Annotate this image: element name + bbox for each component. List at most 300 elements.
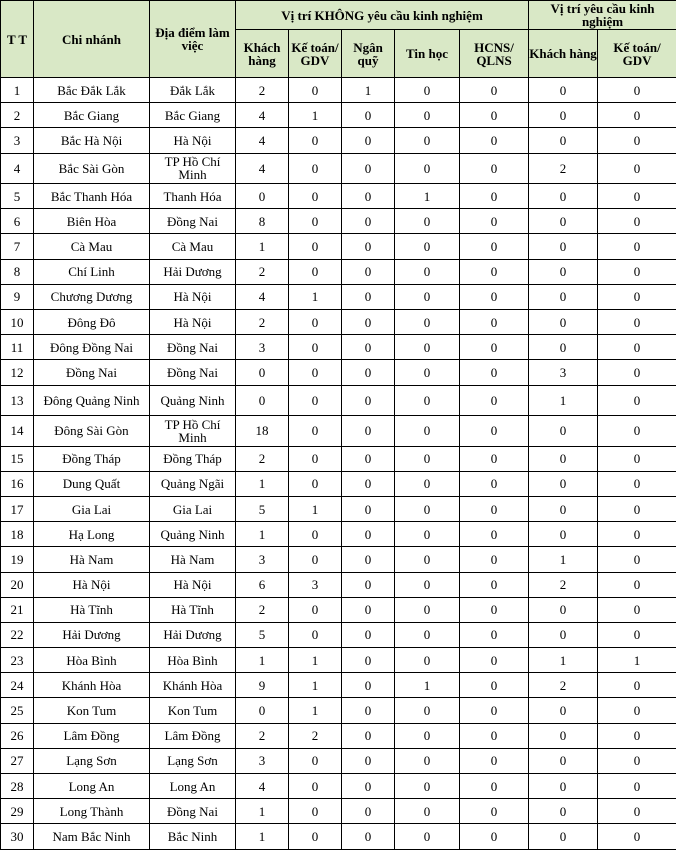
row-branch-cell: Bắc Sài Gòn [34,153,150,184]
row-tt-cell: 21 [1,597,34,622]
row-value-cell: 0 [289,128,342,153]
row-value-cell: 0 [395,128,460,153]
row-branch-cell: Đông Đồng Nai [34,335,150,360]
row-value-cell: 0 [529,416,598,447]
row-tt-cell: 1 [1,78,34,103]
header-no-exp-hr: HCNS/ QLNS [460,30,529,78]
row-branch-cell: Nam Bắc Ninh [34,824,150,849]
row-value-cell: 1 [598,648,676,673]
row-branch-cell: Bắc Thanh Hóa [34,184,150,209]
row-value-cell: 0 [460,673,529,698]
row-location-cell: Hà Nội [150,310,236,335]
row-tt-cell: 8 [1,259,34,284]
row-tt-cell: 14 [1,416,34,447]
row-value-cell: 0 [395,547,460,572]
row-branch-cell: Đông Quảng Ninh [34,385,150,416]
table-row [1,360,676,385]
row-branch-cell: Đồng Nai [34,360,150,385]
row-value-cell: 0 [395,522,460,547]
row-value-cell: 0 [598,673,676,698]
row-value-cell: 0 [460,547,529,572]
table-row [1,446,676,471]
table-row [1,209,676,234]
row-value-cell: 4 [236,128,289,153]
table-row [1,128,676,153]
row-branch-cell: Bắc Hà Nội [34,128,150,153]
row-location-cell: TP Hồ Chí Minh [150,416,236,447]
table-row [1,572,676,597]
row-value-cell: 0 [598,572,676,597]
row-value-cell: 0 [395,723,460,748]
row-branch-cell: Hà Nội [34,572,150,597]
row-value-cell: 0 [395,234,460,259]
table-row [1,748,676,773]
row-value-cell: 18 [236,416,289,447]
row-value-cell: 0 [342,698,395,723]
row-value-cell: 0 [289,471,342,496]
row-value-cell: 4 [236,103,289,128]
row-value-cell: 0 [460,360,529,385]
row-value-cell: 2 [529,572,598,597]
row-location-cell: Đồng Nai [150,335,236,360]
row-value-cell: 0 [529,209,598,234]
table-row [1,78,676,103]
row-value-cell: 0 [460,416,529,447]
row-value-cell: 0 [460,385,529,416]
row-value-cell: 0 [289,824,342,849]
row-branch-cell: Đông Đô [34,310,150,335]
row-value-cell: 0 [289,522,342,547]
row-value-cell: 1 [289,648,342,673]
table-row [1,385,676,416]
row-value-cell: 1 [236,234,289,259]
row-value-cell: 3 [529,360,598,385]
header-location: Địa điểm làm việc [150,1,236,78]
row-value-cell: 1 [529,547,598,572]
row-value-cell: 1 [395,673,460,698]
table-row [1,698,676,723]
row-value-cell: 0 [529,723,598,748]
table-row [1,799,676,824]
row-value-cell: 0 [342,209,395,234]
row-value-cell: 1 [236,471,289,496]
table-row [1,153,676,184]
row-value-cell: 0 [395,698,460,723]
row-value-cell: 2 [236,597,289,622]
row-tt-cell: 26 [1,723,34,748]
row-value-cell: 0 [460,184,529,209]
row-branch-cell: Biên Hòa [34,209,150,234]
row-value-cell: 0 [289,597,342,622]
row-tt-cell: 10 [1,310,34,335]
row-tt-cell: 2 [1,103,34,128]
row-value-cell: 0 [598,234,676,259]
row-branch-cell: Khánh Hòa [34,673,150,698]
row-value-cell: 0 [460,209,529,234]
row-tt-cell: 28 [1,774,34,799]
row-value-cell: 1 [289,698,342,723]
row-value-cell: 0 [395,799,460,824]
row-branch-cell: Đông Sài Gòn [34,416,150,447]
row-location-cell: Đồng Nai [150,799,236,824]
table-row [1,522,676,547]
row-value-cell: 3 [236,547,289,572]
row-value-cell: 0 [289,310,342,335]
row-value-cell: 0 [289,335,342,360]
row-value-cell: 0 [598,310,676,335]
row-value-cell: 0 [598,128,676,153]
row-value-cell: 0 [395,78,460,103]
row-value-cell: 0 [342,522,395,547]
row-value-cell: 0 [342,824,395,849]
row-tt-cell: 17 [1,496,34,521]
row-value-cell: 8 [236,209,289,234]
row-value-cell: 0 [342,496,395,521]
row-value-cell: 0 [598,799,676,824]
row-tt-cell: 24 [1,673,34,698]
row-value-cell: 0 [460,496,529,521]
row-value-cell: 0 [529,335,598,360]
row-value-cell: 0 [460,103,529,128]
row-location-cell: Gia Lai [150,496,236,521]
row-value-cell: 0 [460,335,529,360]
row-location-cell: Đồng Nai [150,360,236,385]
row-value-cell: 9 [236,673,289,698]
table-row [1,648,676,673]
row-value-cell: 0 [342,153,395,184]
row-value-cell: 0 [289,385,342,416]
row-tt-cell: 27 [1,748,34,773]
row-value-cell: 0 [395,748,460,773]
row-value-cell: 3 [236,335,289,360]
row-value-cell: 0 [460,259,529,284]
row-value-cell: 0 [395,103,460,128]
table-row [1,471,676,496]
row-value-cell: 0 [460,128,529,153]
row-tt-cell: 13 [1,385,34,416]
row-value-cell: 4 [236,284,289,309]
row-branch-cell: Đồng Tháp [34,446,150,471]
row-value-cell: 0 [342,799,395,824]
row-value-cell: 0 [342,471,395,496]
row-value-cell: 2 [236,78,289,103]
row-value-cell: 2 [236,723,289,748]
row-tt-cell: 6 [1,209,34,234]
row-branch-cell: Long An [34,774,150,799]
row-branch-cell: Chương Dương [34,284,150,309]
row-value-cell: 4 [236,153,289,184]
row-value-cell: 0 [460,310,529,335]
row-tt-cell: 4 [1,153,34,184]
row-branch-cell: Hà Nam [34,547,150,572]
row-branch-cell: Hải Dương [34,622,150,647]
row-value-cell: 0 [395,824,460,849]
row-value-cell: 0 [342,446,395,471]
row-value-cell: 0 [598,153,676,184]
row-location-cell: Hải Dương [150,259,236,284]
row-value-cell: 0 [289,416,342,447]
row-location-cell: Hà Nội [150,128,236,153]
row-value-cell: 1 [529,385,598,416]
row-value-cell: 0 [598,597,676,622]
row-value-cell: 0 [395,622,460,647]
row-value-cell: 0 [529,103,598,128]
row-value-cell: 0 [529,774,598,799]
row-value-cell: 0 [460,234,529,259]
row-value-cell: 0 [598,824,676,849]
row-location-cell: Khánh Hòa [150,673,236,698]
header-branch: Chi nhánh [34,1,150,78]
row-value-cell: 0 [289,209,342,234]
table-header [1,1,676,78]
row-value-cell: 0 [529,471,598,496]
row-value-cell: 0 [598,416,676,447]
row-value-cell: 3 [289,572,342,597]
row-location-cell: TP Hồ Chí Minh [150,153,236,184]
row-value-cell: 0 [598,385,676,416]
row-value-cell: 0 [529,496,598,521]
row-value-cell: 0 [395,335,460,360]
row-value-cell: 0 [529,446,598,471]
row-value-cell: 0 [289,259,342,284]
row-value-cell: 0 [598,698,676,723]
row-value-cell: 0 [289,78,342,103]
row-value-cell: 0 [236,184,289,209]
row-value-cell: 0 [342,184,395,209]
row-value-cell: 0 [529,234,598,259]
row-location-cell: Bắc Ninh [150,824,236,849]
row-value-cell: 0 [342,572,395,597]
row-value-cell: 0 [598,103,676,128]
row-value-cell: 0 [598,335,676,360]
row-value-cell: 0 [342,723,395,748]
row-location-cell: Hà Nội [150,572,236,597]
row-value-cell: 0 [395,209,460,234]
row-tt-cell: 15 [1,446,34,471]
row-value-cell: 0 [598,547,676,572]
row-value-cell: 0 [236,698,289,723]
row-value-cell: 1 [289,496,342,521]
row-tt-cell: 9 [1,284,34,309]
row-value-cell: 0 [289,360,342,385]
row-value-cell: 0 [342,103,395,128]
row-value-cell: 0 [598,446,676,471]
row-value-cell: 0 [460,284,529,309]
row-value-cell: 0 [598,184,676,209]
table-row [1,259,676,284]
table-row [1,234,676,259]
row-value-cell: 0 [395,416,460,447]
row-location-cell: Lâm Đồng [150,723,236,748]
row-tt-cell: 7 [1,234,34,259]
row-value-cell: 0 [529,622,598,647]
row-value-cell: 0 [289,184,342,209]
row-value-cell: 2 [529,673,598,698]
table-row [1,310,676,335]
row-value-cell: 0 [395,597,460,622]
row-value-cell: 0 [342,284,395,309]
row-value-cell: 0 [289,547,342,572]
row-tt-cell: 19 [1,547,34,572]
row-value-cell: 1 [289,284,342,309]
row-value-cell: 0 [342,259,395,284]
row-value-cell: 0 [460,622,529,647]
row-value-cell: 2 [529,153,598,184]
row-value-cell: 0 [529,522,598,547]
row-value-cell: 6 [236,572,289,597]
row-location-cell: Long An [150,774,236,799]
table-row [1,723,676,748]
table-row [1,103,676,128]
row-value-cell: 0 [395,153,460,184]
row-value-cell: 0 [342,234,395,259]
row-value-cell: 0 [289,153,342,184]
table-body [1,78,676,850]
row-value-cell: 1 [395,184,460,209]
row-value-cell: 1 [236,522,289,547]
row-branch-cell: Hà Tĩnh [34,597,150,622]
row-value-cell: 4 [236,774,289,799]
row-tt-cell: 20 [1,572,34,597]
table-row [1,184,676,209]
row-value-cell: 0 [460,748,529,773]
row-value-cell: 0 [395,648,460,673]
row-value-cell: 0 [460,648,529,673]
row-branch-cell: Lâm Đồng [34,723,150,748]
row-value-cell: 0 [342,673,395,698]
row-value-cell: 1 [289,103,342,128]
row-value-cell: 0 [236,385,289,416]
row-value-cell: 0 [598,723,676,748]
row-location-cell: Cà Mau [150,234,236,259]
header-no-exp-customer: Khách hàng [236,30,289,78]
row-value-cell: 0 [529,799,598,824]
row-location-cell: Hòa Bình [150,648,236,673]
row-value-cell: 0 [289,622,342,647]
row-value-cell: 0 [598,774,676,799]
row-value-cell: 0 [460,153,529,184]
row-value-cell: 0 [460,471,529,496]
table-row [1,824,676,849]
row-tt-cell: 5 [1,184,34,209]
row-branch-cell: Long Thành [34,799,150,824]
row-value-cell: 0 [529,284,598,309]
row-value-cell: 0 [395,446,460,471]
row-value-cell: 0 [529,597,598,622]
row-tt-cell: 11 [1,335,34,360]
row-tt-cell: 25 [1,698,34,723]
row-value-cell: 0 [529,698,598,723]
row-branch-cell: Dung Quất [34,471,150,496]
row-value-cell: 0 [395,496,460,521]
row-value-cell: 1 [342,78,395,103]
row-value-cell: 0 [342,648,395,673]
row-tt-cell: 29 [1,799,34,824]
row-value-cell: 0 [342,310,395,335]
row-tt-cell: 18 [1,522,34,547]
row-branch-cell: Kon Tum [34,698,150,723]
table-row [1,496,676,521]
row-value-cell: 0 [395,774,460,799]
row-value-cell: 0 [529,259,598,284]
row-value-cell: 0 [342,622,395,647]
header-group-no-experience: Vị trí KHÔNG yêu cầu kinh nghiệm [236,1,529,30]
row-value-cell: 5 [236,496,289,521]
row-value-cell: 3 [236,748,289,773]
row-location-cell: Thanh Hóa [150,184,236,209]
header-exp-accounting: Kế toán/ GDV [598,30,676,78]
row-value-cell: 0 [342,360,395,385]
row-value-cell: 2 [236,259,289,284]
row-value-cell: 0 [460,78,529,103]
row-value-cell: 0 [460,698,529,723]
row-location-cell: Quảng Ninh [150,522,236,547]
row-value-cell: 0 [342,774,395,799]
table-row [1,416,676,447]
row-value-cell: 0 [460,799,529,824]
row-value-cell: 0 [395,259,460,284]
row-value-cell: 0 [460,572,529,597]
row-tt-cell: 30 [1,824,34,849]
row-value-cell: 5 [236,622,289,647]
row-location-cell: Quảng Ngãi [150,471,236,496]
row-value-cell: 0 [529,824,598,849]
row-value-cell: 1 [236,799,289,824]
row-value-cell: 0 [598,748,676,773]
row-value-cell: 0 [342,385,395,416]
row-value-cell: 0 [395,572,460,597]
row-branch-cell: Lạng Sơn [34,748,150,773]
table-row [1,547,676,572]
row-branch-cell: Bắc Đắk Lắk [34,78,150,103]
row-location-cell: Đắk Lắk [150,78,236,103]
header-exp-customer: Khách hàng [529,30,598,78]
row-branch-cell: Hạ Long [34,522,150,547]
row-location-cell: Đồng Tháp [150,446,236,471]
row-value-cell: 0 [289,799,342,824]
row-value-cell: 0 [236,360,289,385]
row-value-cell: 0 [460,522,529,547]
row-location-cell: Hà Tĩnh [150,597,236,622]
row-value-cell: 0 [460,597,529,622]
row-location-cell: Kon Tum [150,698,236,723]
row-location-cell: Bắc Giang [150,103,236,128]
row-value-cell: 0 [342,335,395,360]
row-value-cell: 0 [598,622,676,647]
row-value-cell: 0 [598,284,676,309]
header-tt: T T [1,1,34,78]
row-value-cell: 0 [598,78,676,103]
row-value-cell: 0 [598,496,676,521]
row-value-cell: 0 [529,78,598,103]
row-branch-cell: Bắc Giang [34,103,150,128]
row-value-cell: 2 [289,723,342,748]
row-value-cell: 0 [342,748,395,773]
row-location-cell: Hà Nội [150,284,236,309]
row-value-cell: 0 [460,723,529,748]
row-location-cell: Đồng Nai [150,209,236,234]
row-value-cell: 0 [289,748,342,773]
row-value-cell: 0 [460,774,529,799]
row-tt-cell: 12 [1,360,34,385]
row-branch-cell: Chí Linh [34,259,150,284]
row-value-cell: 1 [289,673,342,698]
table-row [1,284,676,309]
row-branch-cell: Cà Mau [34,234,150,259]
row-value-cell: 0 [289,774,342,799]
row-value-cell: 0 [598,209,676,234]
row-value-cell: 0 [289,234,342,259]
